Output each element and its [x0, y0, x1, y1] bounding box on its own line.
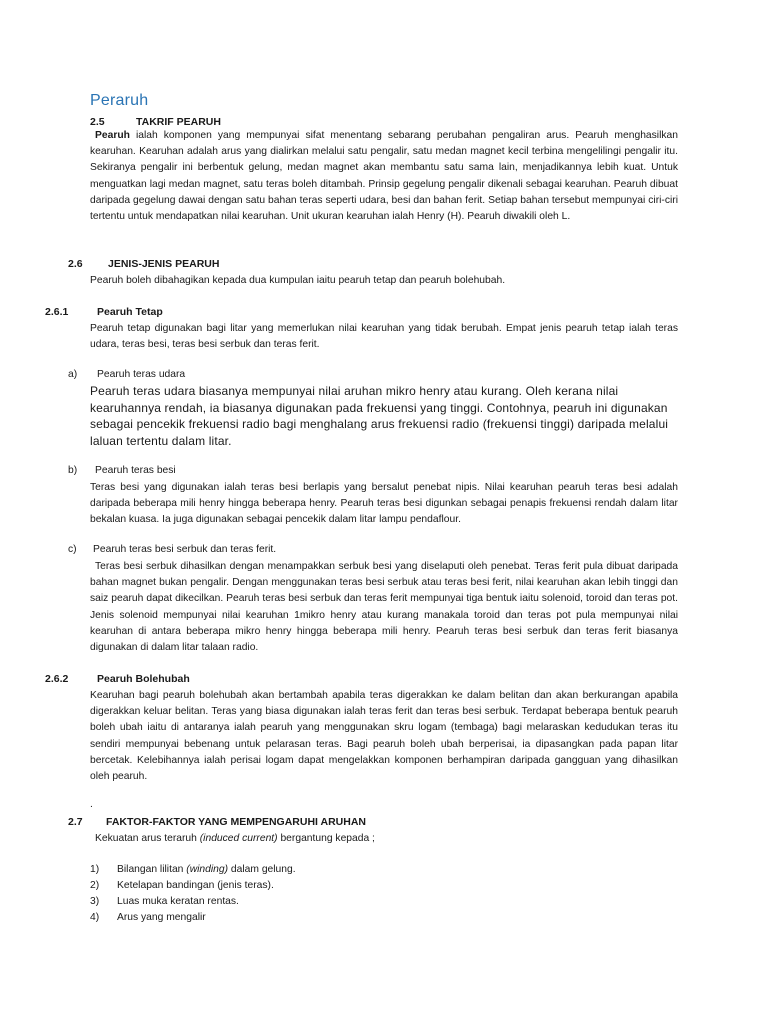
section-2-6-2-number: 2.6.2 — [45, 673, 69, 685]
factor-1-italic: (winding) — [186, 864, 229, 875]
factor-3-marker: 3) — [90, 896, 100, 907]
page-title: Peraruh — [90, 92, 149, 109]
item-a-marker: a) — [68, 369, 78, 380]
section-2-7-heading: FAKTOR-FAKTOR YANG MEMPENGARUHI ARUHAN — [106, 816, 366, 828]
section-2-6-text: Pearuh boleh dibahagikan kepada dua kumpulan iaitu pearuh tetap dan pearuh bolehubah. — [90, 275, 506, 286]
intro-text: Kekuatan arus teraruh — [95, 833, 200, 844]
section-2-6-2-text: Kearuhan bagi pearuh bolehubah akan bertambah apabila teras digerakkan ke dalam belitan dan akan berkurangan apabila digerakkan keluar belitan. Teras yang biasa digunakan ialah teras ferit dan teras besi serbuk. Terdapat beberapa bentuk pearuh boleh ubah iaitu di antaranya ialah pearuh yang menggunakan skru logam (tembaga) bagi melaraskan kedudukan teras itu sendiri mempunyai bebenang untuk pelarasan teras. Bagi pearuh boleh ubah berperisai, ia dipasangkan pada papan litar bercetak. Kelebihannya ialah perisai logam dapat mengelakkan komponen berhampiran daripada gangguan yang dihasilkan oleh pearuh. — [90, 690, 678, 783]
factor-2-text: Ketelapan bandingan (jenis teras). — [117, 880, 274, 891]
section-2-5-number: 2.5 — [90, 116, 105, 128]
section-2-6-1-number: 2.6.1 — [45, 306, 69, 318]
item-c-label: Pearuh teras besi serbuk dan teras ferit. — [93, 544, 277, 555]
item-c-text: Teras besi serbuk dihasilkan dengan menampakkan serbuk besi yang diselaputi oleh penebat. Teras ferit pula dibuat daripada bahan magnet bukan pengalir. Dengan menggunakan teras besi serbuk atau teras besi ferit, nilai kearuhan akan lebih tinggi dan saiz pearuh dapat dikecilkan. Pearuh teras besi serbuk dan teras ferit mempunyai tiga bentuk iaitu solenoid, toroid dan teras pot. Jenis solenoid mempunyai nilai kearuhan 1mikro henry atau kurang manakala toroid dan teras pot pula mempunyai nilai kearuhan di antara beberapa mikro henry hingga beberapa mili henry. Pearuh teras besi serbuk dan teras ferit biasanya digunakan di dalam litar talaan radio. — [90, 561, 678, 654]
section-2-5-paragraph — [90, 128, 678, 225]
intro-text-end: bergantung kepada ; — [277, 833, 375, 844]
section-2-5-text: ialah komponen yang mempunyai sifat menentang sebarang perubahan pengaliran arus. Pearuh menghasilkan kearuhan. Kearuhan adalah arus yang dialirkan melalui satu pengalir, satu medan magnet kecil terbina mengelilingi pengalir itu. Sekiranya pengalir ini berbentuk gelung, medan magnet akan membantu satu sama lain, menjadikannya lebih kuat. Untuk menguatkan lagi medan magnet, satu teras boleh ditambah. Prinsip gegelung pengalir dikenali sebagai kearuhan. Pearuh dibuat daripada gegelung dawai dengan satu bahan teras seperti udara, besi dan bahan ferit. Setiap bahan tersebut mempunyai ciri-ciri tertentu untuk mendapatkan nilai kearuhan. Unit ukuran kearuhan ialah Henry (H). Pearuh diwakili oleh L. — [90, 130, 678, 223]
section-2-6-1-text: Pearuh tetap digunakan bagi litar yang memerlukan nilai kearuhan yang tidak berubah. Empat jenis pearuh tetap ialah teras udara, teras besi, teras besi serbuk dan teras ferit. — [90, 323, 678, 351]
item-b-marker: b) — [68, 465, 78, 476]
intro-italic-term: (induced current) — [199, 833, 278, 844]
factor-1-marker: 1) — [90, 864, 100, 875]
item-a-text: Pearuh teras udara biasanya mempunyai nilai aruhan mikro henry atau kurang. Oleh kerana nilai kearuhannya rendah, ia biasanya digunakan pada frekuensi yang tinggi. Contohnya, pearuh ini digunakan sebagai pencekik frekuensi radio bagi menghalang arus frekuensi radio (frekuensi tinggi) daripada melalui laluan tertentu dalam litar. — [90, 384, 669, 448]
stray-dot: . — [90, 799, 93, 810]
section-2-6-heading: JENIS-JENIS PEARUH — [108, 258, 220, 270]
factor-4-text: Arus yang mengalir — [117, 912, 206, 923]
section-2-6-1-heading: Pearuh Tetap — [97, 306, 163, 318]
factor-1-text-a: Bilangan lilitan — [117, 864, 187, 875]
section-2-5-heading: TAKRIF PEARUH — [136, 116, 221, 128]
factor-2-marker: 2) — [90, 880, 100, 891]
item-b-text: Teras besi yang digunakan ialah teras besi berlapis yang bersalut penebat nipis. Nilai kearuhan pearuh teras besi adalah daripada beberapa mili henry hingga beberapa henry. Pearuh teras besi digunkan sebagai penapis frekuensi rendah dalam litar bekalan kuasa. Ia juga digunakan sebagai pencekik dalam litar lampu pendaflour. — [90, 482, 678, 526]
factor-4-marker: 4) — [90, 912, 100, 923]
factor-1-text-b: dalam gelung. — [228, 864, 296, 875]
factor-1-text — [117, 864, 296, 875]
section-2-6-2-heading: Pearuh Bolehubah — [97, 673, 190, 685]
item-c-marker: c) — [68, 544, 77, 555]
section-2-7-intro — [95, 831, 678, 847]
pearuh-lead-term: Pearuh — [95, 130, 130, 141]
section-2-6-number: 2.6 — [68, 258, 83, 270]
section-2-7-number: 2.7 — [68, 816, 83, 828]
item-b-label: Pearuh teras besi — [95, 465, 176, 476]
factor-3-text: Luas muka keratan rentas. — [117, 896, 239, 907]
item-a-label: Pearuh teras udara — [97, 369, 186, 380]
